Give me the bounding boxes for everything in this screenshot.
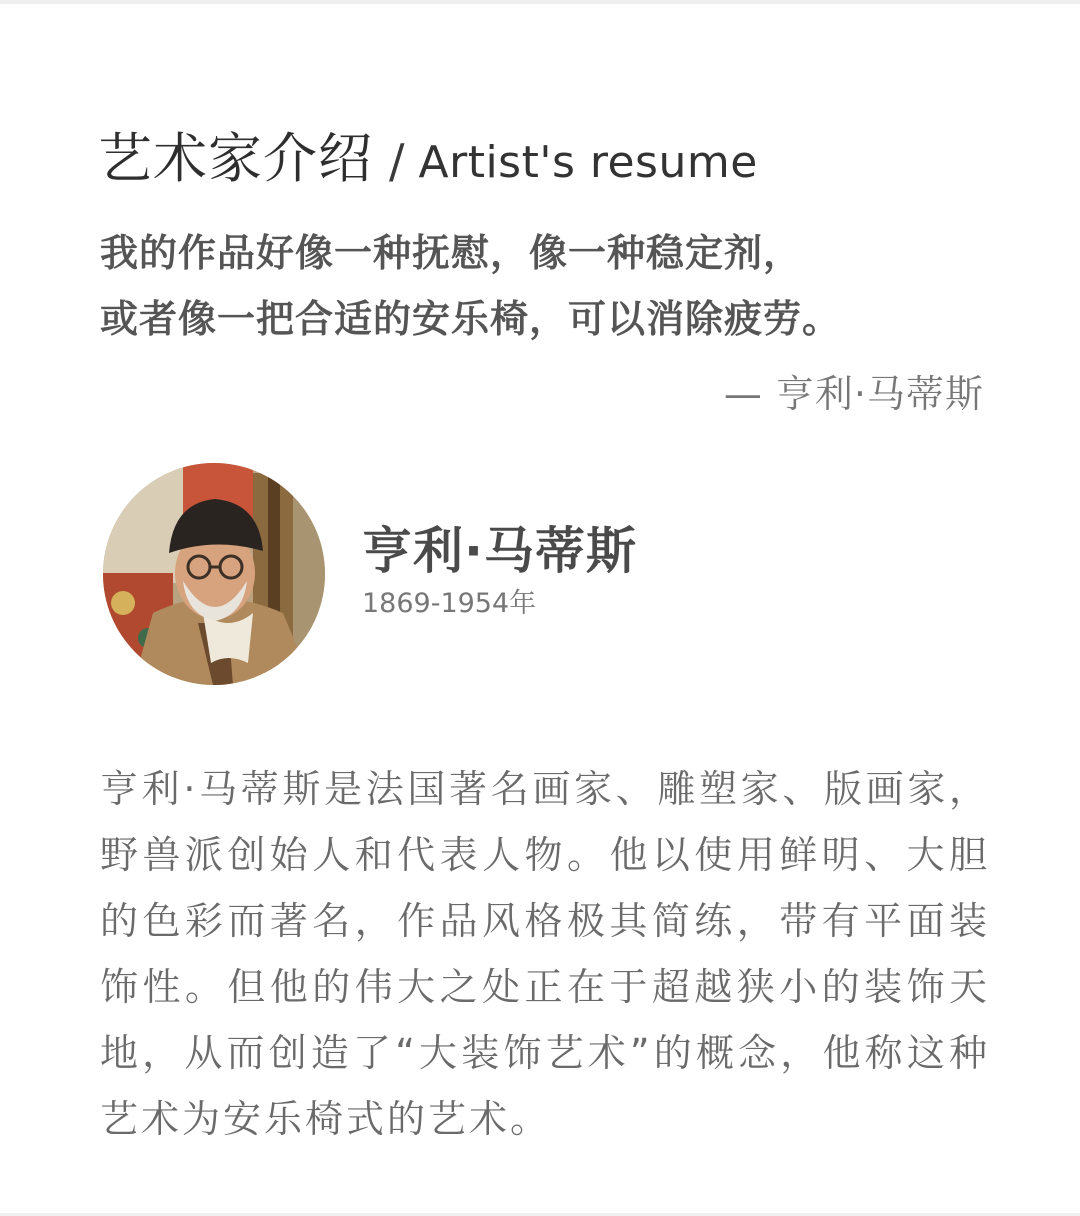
artist-bio <box>100 756 990 1152</box>
section-title-zh: 艺术家介绍 <box>98 127 373 190</box>
top-divider <box>0 0 1080 4</box>
artist-years: 1869-1954年 <box>362 588 537 619</box>
title-separator: / <box>389 134 405 188</box>
section-title-en: Artist's resume <box>418 137 758 188</box>
section-title <box>98 124 758 207</box>
artist-portrait-image <box>103 463 325 685</box>
artist-name: 亨利·马蒂斯 <box>362 522 637 580</box>
artist-bio-text: 亨利·马蒂斯是法国著名画家、雕塑家、版画家，野兽派创始人和代表人物。他以使用鲜明、大胆的色彩而著名，作品风格极其简练，带有平面装饰性。但他的伟大之处正在于超越狭小的装饰天地，从而创造了“大装饰艺术”的概念，他称这种艺术为安乐椅式的艺术。 <box>100 767 990 1141</box>
quote-line-1: 我的作品好像一种抚慰，像一种稳定剂， <box>100 231 803 275</box>
quote-line-2: 或者像一把合适的安乐椅，可以消除疲劳。 <box>100 297 842 341</box>
quote-block <box>100 220 990 352</box>
quote-author: — 亨利·马蒂斯 <box>723 372 984 416</box>
artist-avatar <box>103 463 325 685</box>
